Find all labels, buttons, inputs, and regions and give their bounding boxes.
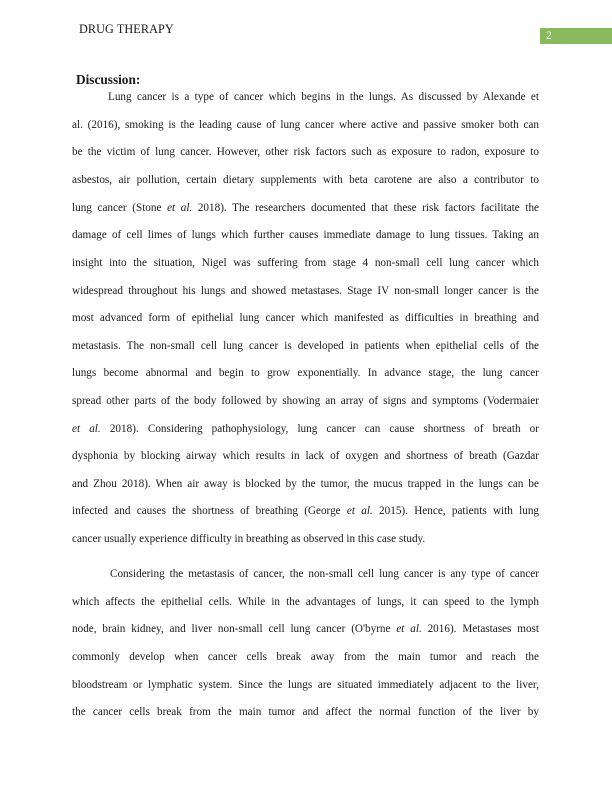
paragraph-1-line: spread other parts of the body followed by showing an array of signs and symptoms (Vodermaier <box>72 395 539 407</box>
paragraph-1-line: lungs become abnormal and begin to grow exponentially. In advance stage, the lung cancer <box>72 367 539 379</box>
paragraph-1-line: dysphonia by blocking airway which results in lack of oxygen and shortness of breath (Gazdar <box>72 450 539 462</box>
paragraph-2-line: bloodstream or lymphatic system. Since the lungs are situated immediately adjacent to the liver, <box>72 679 539 691</box>
paragraph-1-line: al. (2016), smoking is the leading cause of lung cancer where active and passive smoker both can <box>72 119 539 131</box>
paragraph-1-line: most advanced form of epithelial lung cancer which manifested as difficulties in breathing and <box>72 312 539 324</box>
paragraph-2-line: the cancer cells break from the main tumor and affect the normal function of the liver by <box>72 706 539 718</box>
paragraph-1-line: cancer usually experience difficulty in breathing as observed in this case study. <box>72 533 426 545</box>
section-heading: Discussion: <box>76 72 141 87</box>
paragraph-1-line: metastasis. The non-small cell lung cancer is developed in patients when epithelial cells of the <box>72 340 539 352</box>
paragraph-1-line: et al. 2018). Considering pathophysiology, lung cancer can cause shortness of breath or <box>72 423 539 435</box>
paragraph-1-line: lung cancer (Stone et al. 2018). The researchers documented that these risk factors facilitate the <box>72 202 539 214</box>
paragraph-2-line: Considering the metastasis of cancer, the non-small cell lung cancer is any type of cancer <box>110 568 539 580</box>
running-head: DRUG THERAPY <box>79 22 174 36</box>
paragraph-1-line: insight into the situation, Nigel was suffering from stage 4 non-small cell lung cancer which <box>72 257 539 269</box>
paragraph-1-line: damage of cell limes of lungs which further causes immediate damage to lung tissues. Taking an <box>72 229 539 241</box>
paragraph-1-line: asbestos, air pollution, certain dietary supplements with beta carotene are also a contributor to <box>72 174 539 186</box>
paragraph-1-line: be the victim of lung cancer. However, other risk factors such as exposure to radon, exposure to <box>72 146 539 158</box>
paragraph-2-line: node, brain kidney, and liver non-small cell lung cancer (O'byrne et al. 2016). Metastases most <box>72 623 540 635</box>
paragraph-1-line: infected and causes the shortness of breathing (George et al. 2015). Hence, patients with lung <box>72 505 540 517</box>
paragraph-1-line: and Zhou 2018). When air away is blocked by the tumor, the mucus trapped in the lungs can be <box>72 478 539 490</box>
paragraph-2-line: which affects the epithelial cells. While in the advantages of lungs, it can speed to the lymph <box>72 596 539 608</box>
paragraph-1-line: widespread throughout his lungs and showed metastases. Stage IV non-small longer cancer is the <box>72 285 539 297</box>
paragraph-2-line: commonly develop when cancer cells break away from the main tumor and reach the <box>72 651 539 663</box>
paragraph-1-line: Lung cancer is a type of cancer which begins in the lungs. As discussed by Alexande et <box>108 91 539 103</box>
page-number: 2 <box>540 28 612 44</box>
